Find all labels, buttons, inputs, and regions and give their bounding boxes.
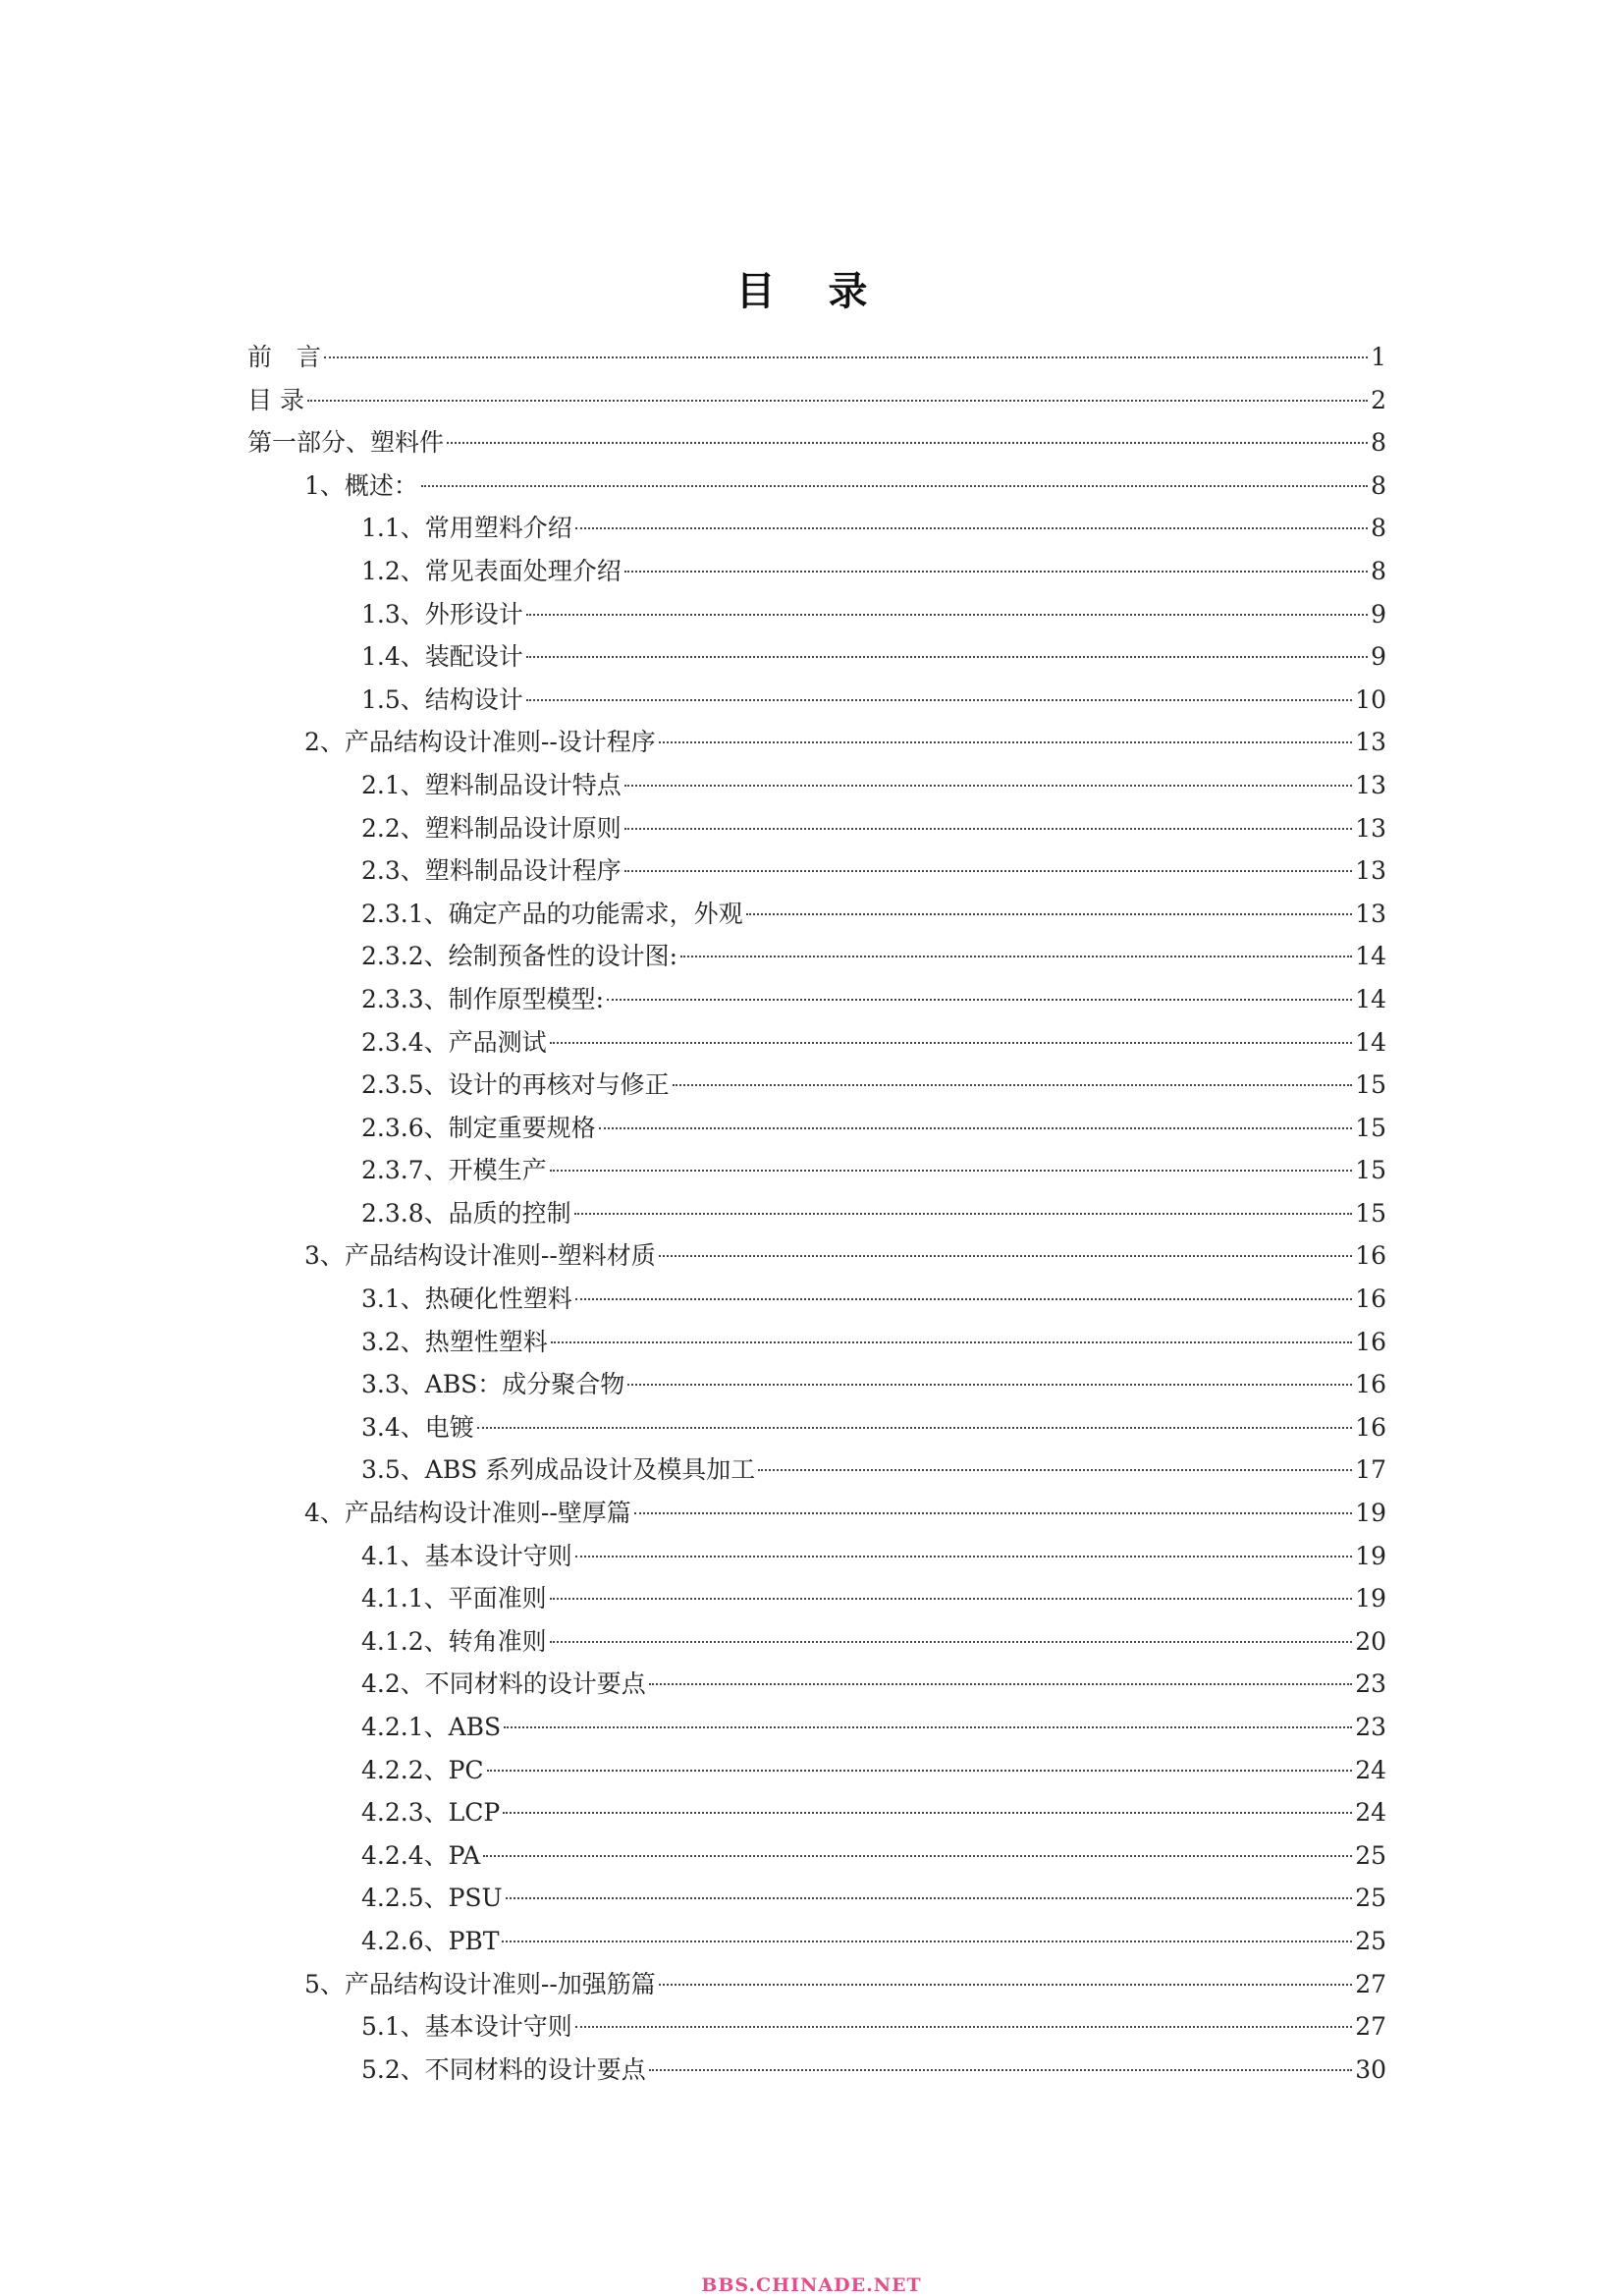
toc-entry-label: 1.5、结构设计 (361, 684, 523, 714)
dot-leader (526, 614, 1368, 616)
toc-entry-label: 4.2.2、PC (361, 1755, 484, 1784)
toc-entry-page-number: 1 (1371, 343, 1386, 371)
toc-entry-label: 4.2.3、LCP (361, 1798, 501, 1828)
toc-entry[interactable] (247, 1492, 1386, 1535)
toc-entry[interactable] (247, 1449, 1386, 1492)
toc-entry[interactable] (247, 721, 1386, 764)
toc-entry[interactable] (247, 1021, 1386, 1065)
toc-entry-label: 2.3、塑料制品设计程序 (361, 856, 622, 886)
dot-leader (624, 785, 1352, 787)
toc-entry-label: 5.2、不同材料的设计要点 (361, 2054, 646, 2084)
toc-entry[interactable] (247, 2049, 1386, 2092)
dot-leader (649, 1683, 1352, 1685)
toc-entry-label: 1、概述： (304, 470, 418, 500)
dot-leader (649, 2069, 1352, 2071)
toc-entry-page-number: 17 (1355, 1455, 1386, 1485)
dot-leader (503, 1812, 1352, 1814)
toc-entry-label: 第一部分、塑料件 (247, 428, 445, 458)
table-of-contents (247, 336, 1386, 2091)
dot-leader (483, 1855, 1352, 1857)
toc-entry-page-number: 16 (1355, 1370, 1386, 1399)
toc-entry-page-number: 25 (1355, 1840, 1386, 1870)
toc-entry[interactable] (247, 1234, 1386, 1278)
dot-leader (574, 1213, 1353, 1215)
toc-entry-page-number: 9 (1371, 599, 1386, 629)
dot-leader (624, 828, 1352, 830)
dot-leader (324, 356, 1368, 358)
toc-entry-page-number: 10 (1355, 684, 1386, 714)
toc-entry-label: 2.3.6、制定重要规格 (361, 1113, 596, 1142)
toc-entry-label: 前 言 (247, 343, 322, 371)
dot-leader (575, 1298, 1352, 1300)
toc-entry-page-number: 27 (1355, 1969, 1386, 1998)
toc-entry-label: 4.1.2、转角准则 (361, 1626, 547, 1656)
dot-leader (659, 1984, 1352, 1986)
toc-entry[interactable] (247, 465, 1386, 508)
toc-entry[interactable] (247, 1749, 1386, 1792)
dot-leader (634, 1512, 1352, 1514)
dot-leader (477, 1427, 1352, 1429)
toc-entry-label: 4.2.5、PSU (361, 1884, 503, 1913)
toc-entry-label: 4.2.4、PA (361, 1840, 481, 1870)
toc-entry-label: 2.3.3、制作原型模型: (361, 984, 605, 1013)
toc-entry[interactable] (247, 1192, 1386, 1235)
toc-entry-page-number: 8 (1371, 428, 1386, 458)
toc-entry[interactable] (247, 1278, 1386, 1321)
toc-entry-page-number: 15 (1355, 1070, 1386, 1100)
toc-entry-label: 4.2、不同材料的设计要点 (361, 1669, 646, 1699)
footer-watermark: BBS.CHINADE.NET (701, 2274, 922, 2296)
toc-entry-page-number: 13 (1355, 899, 1386, 928)
toc-entry-label: 3.3、ABS：成分聚合物 (361, 1370, 625, 1399)
toc-entry-page-number: 13 (1355, 813, 1386, 843)
toc-entry-label: 2.3.7、开模生产 (361, 1156, 547, 1185)
toc-entry-page-number: 16 (1355, 1327, 1386, 1356)
toc-entry-page-number: 9 (1371, 642, 1386, 672)
dot-leader (550, 1170, 1353, 1172)
toc-entry-page-number: 19 (1355, 1499, 1386, 1528)
toc-entry-label: 1.2、常见表面处理介绍 (361, 556, 622, 585)
toc-entry-label: 2.3.2、绘制预备性的设计图: (361, 942, 678, 971)
dot-leader (575, 1556, 1352, 1558)
dot-leader (550, 1641, 1353, 1643)
toc-entry-page-number: 15 (1355, 1113, 1386, 1142)
toc-entry-label: 3、产品结构设计准则--塑料材质 (304, 1241, 656, 1271)
dot-leader (624, 870, 1352, 872)
toc-entry[interactable] (247, 1706, 1386, 1749)
toc-entry[interactable] (247, 1663, 1386, 1706)
dot-leader (575, 527, 1368, 529)
toc-entry-label: 1.3、外形设计 (361, 599, 523, 629)
dot-leader (680, 956, 1352, 957)
toc-entry-page-number: 24 (1355, 1755, 1386, 1784)
toc-entry[interactable] (247, 1107, 1386, 1150)
dot-leader (673, 1084, 1353, 1086)
dot-leader (659, 741, 1352, 743)
dot-leader (526, 699, 1352, 701)
toc-entry-page-number: 30 (1355, 2054, 1386, 2084)
toc-entry-page-number: 23 (1355, 1713, 1386, 1741)
toc-entry[interactable] (247, 1920, 1386, 1963)
dot-leader (526, 656, 1368, 658)
dot-leader (575, 2026, 1352, 2028)
page-title: 目 录 (735, 267, 888, 314)
toc-entry-page-number: 16 (1355, 1412, 1386, 1442)
toc-entry-page-number: 16 (1355, 1285, 1386, 1314)
toc-entry-label: 3.4、电镀 (361, 1412, 474, 1442)
toc-entry[interactable] (247, 807, 1386, 850)
toc-entry-label: 5.1、基本设计守则 (361, 2012, 572, 2042)
toc-entry-page-number: 16 (1355, 1241, 1386, 1271)
toc-entry[interactable] (247, 550, 1386, 593)
dot-leader (551, 1341, 1352, 1343)
dot-leader (599, 1127, 1353, 1129)
toc-entry-label: 2.3.5、设计的再核对与修正 (361, 1070, 670, 1100)
dot-leader (627, 1384, 1352, 1386)
toc-entry[interactable] (247, 1791, 1386, 1834)
dot-leader (550, 1598, 1353, 1600)
toc-entry-page-number: 14 (1355, 942, 1386, 971)
toc-entry[interactable] (247, 849, 1386, 893)
toc-entry[interactable] (247, 593, 1386, 636)
toc-entry[interactable] (247, 1963, 1386, 2006)
toc-entry-label: 2.3.8、品质的控制 (361, 1198, 571, 1228)
toc-entry[interactable] (247, 764, 1386, 807)
dot-leader (307, 400, 1368, 402)
toc-entry-page-number: 14 (1355, 984, 1386, 1013)
dot-leader (607, 999, 1352, 1001)
toc-entry-page-number: 19 (1355, 1584, 1386, 1613)
toc-entry[interactable] (247, 336, 1386, 379)
toc-entry-label: 4.2.1、ABS (361, 1713, 502, 1741)
toc-entry-page-number: 8 (1371, 556, 1386, 585)
toc-entry-label: 2.3.4、产品测试 (361, 1027, 547, 1057)
toc-entry[interactable] (247, 635, 1386, 679)
toc-entry-page-number: 13 (1355, 856, 1386, 886)
dot-leader (624, 571, 1368, 573)
dot-leader (504, 1726, 1352, 1728)
toc-entry-label: 4.2.6、PBT (361, 1926, 500, 1955)
dot-leader (550, 1042, 1353, 1044)
toc-entry-page-number: 25 (1355, 1884, 1386, 1913)
toc-entry[interactable] (247, 978, 1386, 1021)
toc-entry[interactable] (247, 507, 1386, 550)
toc-entry-label: 3.2、热塑性塑料 (361, 1327, 548, 1356)
toc-entry[interactable] (247, 421, 1386, 465)
toc-entry[interactable] (247, 1064, 1386, 1107)
toc-entry-label: 3.1、热硬化性塑料 (361, 1285, 572, 1314)
toc-entry-page-number: 25 (1355, 1926, 1386, 1955)
toc-entry-label: 2.1、塑料制品设计特点 (361, 770, 622, 799)
dot-leader (746, 913, 1353, 915)
toc-entry-page-number: 24 (1355, 1798, 1386, 1828)
toc-entry-label: 2.3.1、确定产品的功能需求，外观 (361, 899, 743, 928)
toc-entry[interactable] (247, 379, 1386, 422)
toc-entry-page-number: 15 (1355, 1156, 1386, 1185)
toc-entry-page-number: 19 (1355, 1541, 1386, 1570)
toc-entry-page-number: 20 (1355, 1626, 1386, 1656)
dot-leader (758, 1469, 1352, 1471)
toc-entry-label: 2.2、塑料制品设计原则 (361, 813, 622, 843)
toc-entry-label: 1.4、装配设计 (361, 642, 523, 672)
toc-entry-label: 4.1.1、平面准则 (361, 1584, 547, 1613)
dot-leader (421, 485, 1368, 487)
toc-entry-page-number: 14 (1355, 1027, 1386, 1057)
toc-entry-page-number: 2 (1371, 385, 1386, 414)
toc-entry[interactable] (247, 1363, 1386, 1406)
toc-entry-label: 3.5、ABS 系列成品设计及模具加工 (361, 1455, 756, 1485)
toc-entry[interactable] (247, 935, 1386, 978)
dot-leader (447, 442, 1368, 444)
toc-entry[interactable] (247, 679, 1386, 722)
toc-entry-page-number: 15 (1355, 1198, 1386, 1228)
toc-entry[interactable] (247, 1149, 1386, 1192)
dot-leader (506, 1897, 1353, 1899)
toc-entry-page-number: 8 (1371, 514, 1386, 543)
toc-entry-label: 5、产品结构设计准则--加强筋篇 (304, 1969, 656, 1998)
toc-entry-page-number: 23 (1355, 1669, 1386, 1699)
dot-leader (659, 1255, 1352, 1257)
toc-entry-page-number: 13 (1355, 770, 1386, 799)
toc-entry-label: 4、产品结构设计准则--壁厚篇 (304, 1499, 631, 1528)
toc-entry[interactable] (247, 2005, 1386, 2049)
toc-entry-label: 4.1、基本设计守则 (361, 1541, 572, 1570)
toc-entry-label: 2、产品结构设计准则--设计程序 (304, 728, 656, 757)
toc-entry[interactable] (247, 1535, 1386, 1578)
toc-entry[interactable] (247, 1877, 1386, 1920)
toc-entry[interactable] (247, 1620, 1386, 1664)
toc-entry-label: 目 录 (247, 385, 304, 414)
toc-entry-label: 1.1、常用塑料介绍 (361, 514, 572, 543)
toc-entry[interactable] (247, 1577, 1386, 1620)
toc-entry-page-number: 8 (1371, 470, 1386, 500)
toc-entry[interactable] (247, 1321, 1386, 1364)
dot-leader (502, 1941, 1352, 1942)
toc-entry-page-number: 13 (1355, 728, 1386, 757)
dot-leader (487, 1770, 1353, 1772)
toc-entry[interactable] (247, 893, 1386, 936)
toc-entry[interactable] (247, 1834, 1386, 1878)
toc-entry-page-number: 27 (1355, 2012, 1386, 2042)
toc-entry[interactable] (247, 1406, 1386, 1449)
